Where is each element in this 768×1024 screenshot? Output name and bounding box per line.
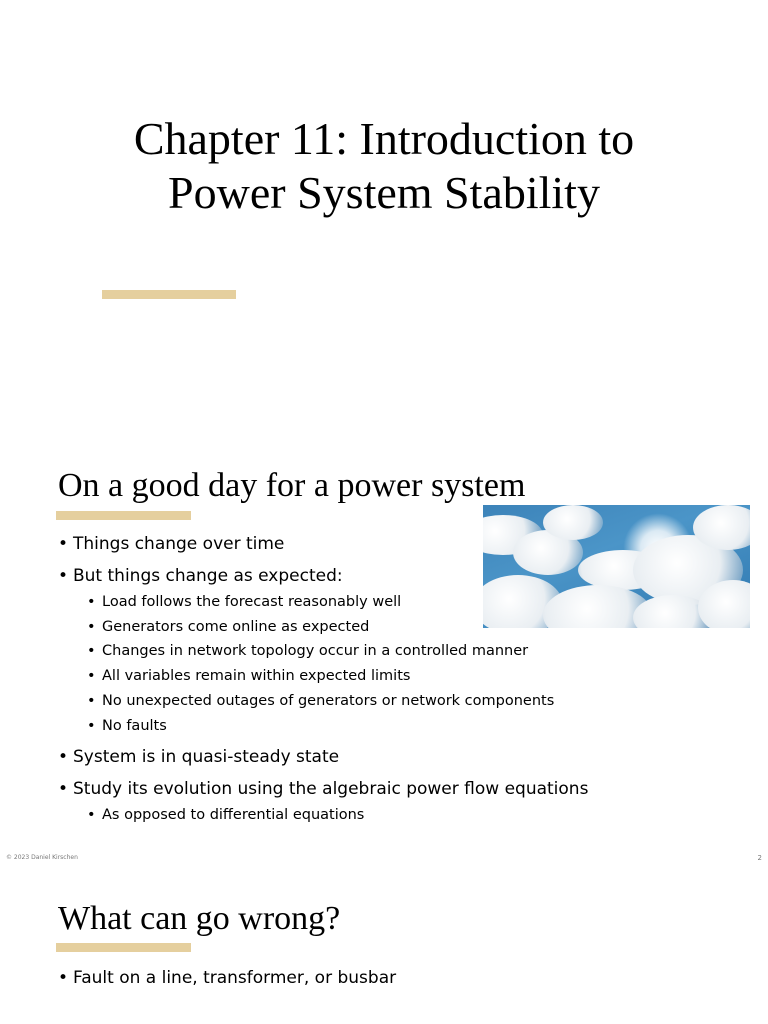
what-can-go-wrong-slide: [0, 866, 768, 1024]
copyright-footer: © 2023 Daniel Kirschen: [6, 854, 78, 861]
bullet-item: • Study its evolution using the algebraic power flow equations: [58, 779, 588, 799]
slide-heading: What can go wrong?: [58, 900, 341, 937]
sub-bullet-item: • Changes in network topology occur in a controlled manner: [58, 642, 588, 660]
page-number: 2: [757, 854, 762, 862]
bullet-list: [58, 968, 396, 988]
bullet-item: • Things change over time: [58, 534, 588, 554]
chapter-title: [0, 112, 768, 220]
slide-heading: On a good day for a power system: [58, 467, 526, 504]
bullet-item: • But things change as expected:: [58, 566, 588, 586]
sub-bullet-item: • All variables remain within expected limits: [58, 667, 588, 685]
sub-bullet-item: • As opposed to differential equations: [58, 806, 588, 824]
sub-bullet-item: • No unexpected outages of generators or network components: [58, 692, 588, 710]
chapter-title-line-1: Chapter 11: Introduction to: [133, 113, 635, 164]
bullet-item: • System is in quasi-steady state: [58, 747, 588, 767]
heading-accent-bar: [56, 511, 191, 520]
bullet-list: [58, 534, 588, 824]
chapter-title-line-2: Power System Stability: [168, 167, 600, 218]
title-slide: [0, 0, 768, 432]
bullet-item: • Fault on a line, transformer, or busbar: [58, 968, 396, 988]
title-accent-bar: [102, 290, 236, 299]
heading-accent-bar: [56, 943, 191, 952]
sub-bullet-item: • Load follows the forecast reasonably well: [58, 593, 588, 611]
sub-bullet-item: • Generators come online as expected: [58, 618, 588, 636]
sub-bullet-item: • No faults: [58, 717, 588, 735]
good-day-slide: [0, 432, 768, 866]
